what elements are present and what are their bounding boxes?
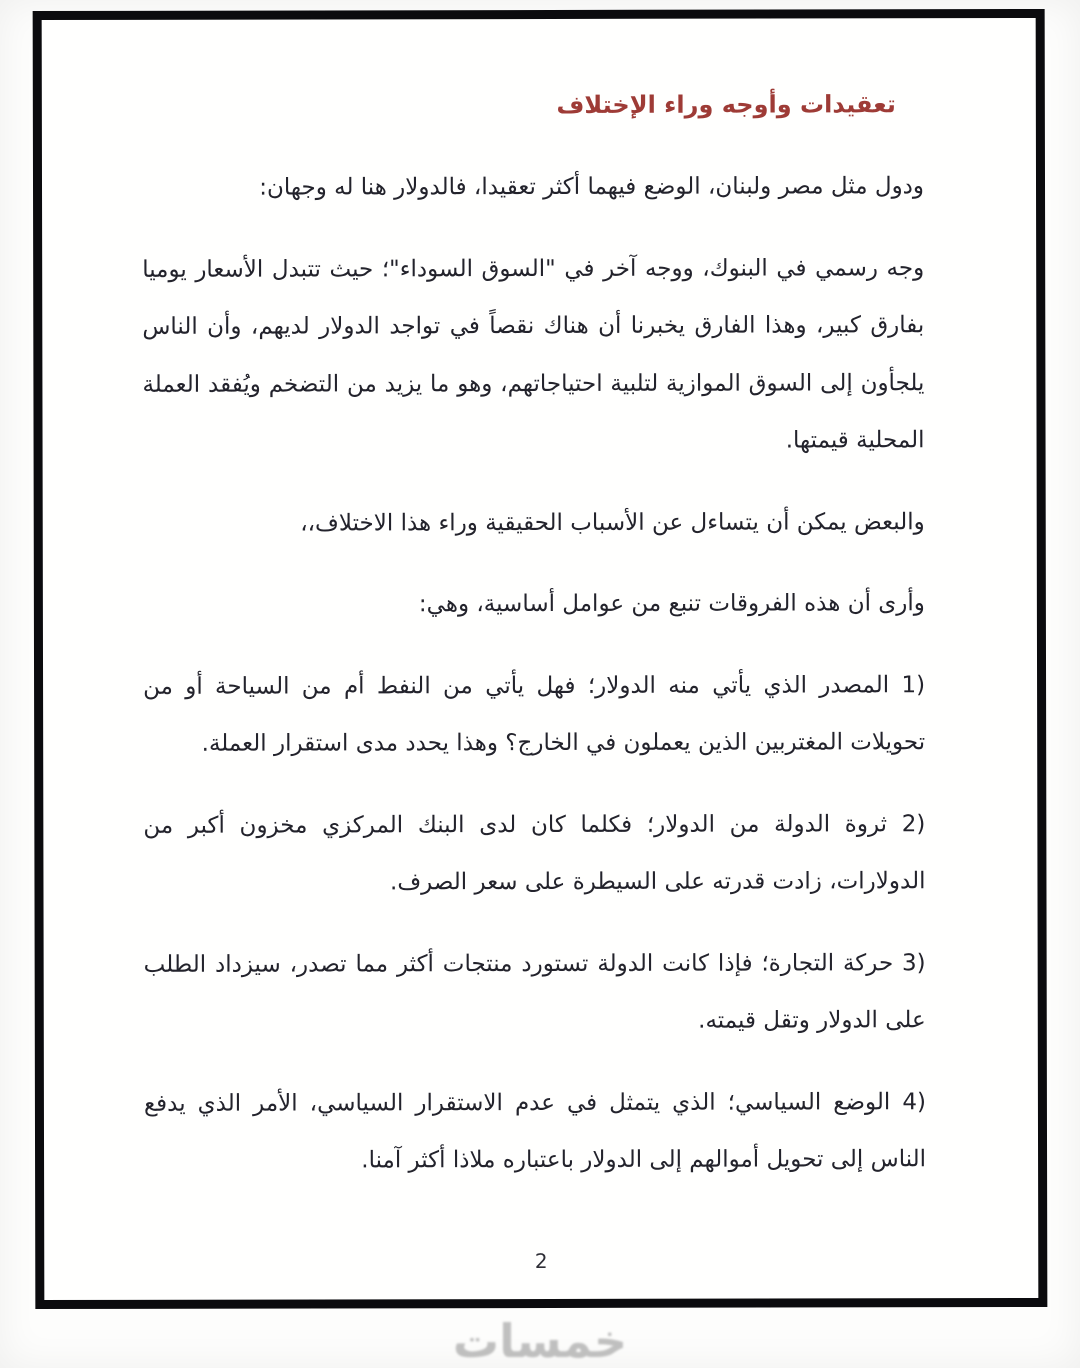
- paragraph-intro: ودول مثل مصر ولبنان، الوضع فيهما أكثر تعقيدا، فالدولار هنا له وجهان:: [259, 173, 925, 201]
- list-item-2: [143, 796, 925, 913]
- list-item-1: [143, 657, 925, 774]
- list-item-number: 2): [901, 810, 926, 837]
- watermark: خمسات: [452, 1314, 628, 1368]
- document-title: تعقيدات وأوجه وراء الإختلاف: [556, 90, 896, 119]
- list-item-number: 4): [902, 1088, 926, 1115]
- list-item-3: [144, 935, 926, 1052]
- list-item-text: المصدر الذي يأتي منه الدولار؛ فهل يأتي من النفط أم من السياحة أو من تحويلات المغتربين الذين يعملون في الخارج؟ وهذا يحدد مدى استقرار العملة.: [143, 671, 926, 757]
- list-item-text: ثروة الدولة من الدولار؛ فكلما كان لدى البنك المركزي مخزون أكبر من الدولارات، زادت قدرته على السيطرة على سعر الصرف.: [143, 810, 926, 896]
- page-number: 2: [534, 1248, 548, 1274]
- list-item-number: 3): [902, 949, 926, 976]
- list-item-text: الوضع السياسي؛ الذي يتمثل في عدم الاستقرار السياسي، الأمر الذي يدفع الناس إلى تحويل أموالهم إلى الدولار باعتباره ملاذا أكثر آمنا.: [143, 1088, 927, 1174]
- paragraph-lead-in: وأرى أن هذه الفروقات تنبع من عوامل أساسية، وهي:: [418, 590, 925, 618]
- page-border-frame: [33, 9, 1048, 1309]
- document-content: [42, 18, 1039, 1300]
- paragraph-black-market: وجه رسمي في البنوك، ووجه آخر في "السوق السوداء"؛ حيث تتبدل الأسعار يوميا بفارق كبير، وهذا الفارق يخبرنا أن هناك نقصاً في تواجد الدولار لديهم، وأن الناس يلجأون إلى السوق الموازية لتلبية احتياجاتهم، وهو ما يزيد من التضخم ويُفقد العملة المحلية قيمتها.: [142, 254, 925, 454]
- list-item-text: حركة التجارة؛ فإذا كانت الدولة تستورد منتجات أكثر مما تصدر، سيزداد الطلب على الدولار وتقل قيمته.: [143, 949, 926, 1034]
- list-item-number: 1): [901, 671, 926, 698]
- paragraph-question: والبعض يمكن أن يتساءل عن الأسباب الحقيقية وراء هذا الاختلاف،،: [300, 508, 925, 537]
- list-item-4: [144, 1074, 926, 1191]
